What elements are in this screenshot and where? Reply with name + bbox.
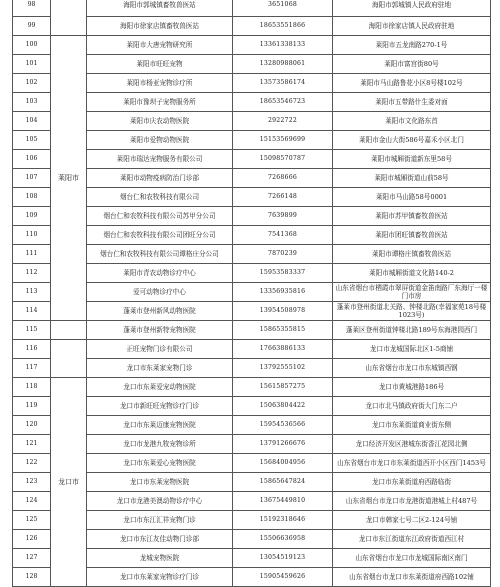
facility-name: 烟台仁和农牧科技有限公司团旺分公司 [87,226,233,245]
row-number: 116 [13,340,51,359]
phone-number: 15192318646 [233,511,333,530]
row-number: 117 [13,359,51,378]
facility-name: 莱阳市大唐宠物研究所 [87,36,233,55]
phone-number: 15865647824 [233,473,333,492]
facility-name: 龙口市东莱家宠物诊疗门诊 [87,568,233,587]
table-row [13,378,491,397]
facility-name: 龙口市龙港九牧宠物诊所 [87,435,233,454]
facility-address: 莱阳市团旺镇畜牧兽医站 [333,226,491,245]
facility-name: 爱可动物诊疗中心 [87,283,233,302]
facility-name: 龙口市东江汇祥宠物门诊 [87,511,233,530]
facility-name: 龙口市东莱宠物医院 [87,473,233,492]
row-number: 98 [13,0,51,17]
facility-address: 龙口市韩家七号二区2-124号铺 [333,511,491,530]
facility-name: 莱阳市杨亚宠物诊疗所 [87,74,233,93]
phone-number: 15063804422 [233,397,333,416]
facility-address: 海阳市郭城镇人民政府驻地 [333,0,491,17]
facility-address: 山东省烟台市栖霞市翠屏街道金笛南路厂东海厅一楼门市房 [333,283,491,302]
row-number: 100 [13,36,51,55]
row-number: 119 [13,397,51,416]
row-number: 106 [13,150,51,169]
table-row [13,340,491,359]
facility-name: 莱阳市青农动物诊疗中心 [87,264,233,283]
facility-name: 海阳市徐家店镇畜牧兽医站 [87,17,233,36]
facility-name: 海阳市郭城镇畜牧兽医站 [87,0,233,17]
row-number: 111 [13,245,51,264]
area-cell [51,340,87,378]
facility-name: 蓬莱市登州新特宠物医院 [87,321,233,340]
row-number: 113 [13,283,51,302]
phone-number: 15506636958 [233,530,333,549]
phone-number: 7541368 [233,226,333,245]
facility-address: 莱阳市五龙南路270-1号 [333,36,491,55]
row-number: 120 [13,416,51,435]
row-number: 101 [13,55,51,74]
facility-name: 龙口市新旺旺宠物诊疗门诊 [87,397,233,416]
table-body [13,0,491,587]
area-cell [51,321,87,340]
facility-address: 莱阳市马山路鲁花小区8号楼102号 [333,74,491,93]
phone-number: 13356935816 [233,283,333,302]
row-number: 107 [13,169,51,188]
row-number: 125 [13,511,51,530]
facility-address: 龙口市东莱街道商业街东侧 [333,416,491,435]
phone-number: 15954536566 [233,416,333,435]
row-number: 108 [13,188,51,207]
row-number: 126 [13,530,51,549]
facility-name: 烟台仁和农牧科技有限公司苏甲分公司 [87,207,233,226]
phone-number: 7870239 [233,245,333,264]
facility-name: 莱阳市豫坝子宠物服务所 [87,93,233,112]
row-number: 110 [13,226,51,245]
phone-number: 15905459626 [233,568,333,587]
phone-number: 15953583337 [233,264,333,283]
row-number: 102 [13,74,51,93]
row-number: 118 [13,378,51,397]
facility-address: 莱阳市城厢街道新东里58号 [333,150,491,169]
table-row [13,321,491,340]
phone-number: 15684004956 [233,454,333,473]
phone-number: 15098570787 [233,150,333,169]
phone-number: 15865355815 [233,321,333,340]
facility-address: 山东省烟台市龙口市龙港街道港城上村487号 [333,492,491,511]
row-number: 123 [13,473,51,492]
facility-address: 山东省烟台市龙口市东莱街道府西路102铺 [333,568,491,587]
facility-address: 龙口市龙城国际北区1-5商铺 [333,340,491,359]
row-number: 99 [13,17,51,36]
row-number: 104 [13,112,51,131]
row-number: 109 [13,207,51,226]
phone-number: 2922722 [233,112,333,131]
row-number: 105 [13,131,51,150]
facility-address: 龙口市黄城港路186号 [333,378,491,397]
facility-address: 莱阳市马山路58号0001 [333,188,491,207]
row-number: 115 [13,321,51,340]
facility-name: 莱阳市庆农动物医院 [87,112,233,131]
facility-name: 烟台仁和农牧科技有限公司 [87,188,233,207]
facility-name: 龙口市东莱爱心宠物医院 [87,454,233,473]
registry-table [12,0,491,587]
table-row [13,36,491,55]
facility-address: 莱阳市城厢街道文化路140-2 [333,264,491,283]
phone-number: 7639899 [233,207,333,226]
phone-number: 13361338133 [233,36,333,55]
phone-number: 13573586174 [233,74,333,93]
facility-name: 莱阳市旺旺宠物 [87,55,233,74]
phone-number: 18653551866 [233,17,333,36]
facility-name: 正旺宠物门诊有限公司 [87,340,233,359]
facility-address: 龙口市北马镇政府街大门东二户 [333,397,491,416]
phone-number: 7268666 [233,169,333,188]
phone-number: 13792555102 [233,359,333,378]
phone-number: 15615857275 [233,378,333,397]
facility-name: 龙口市东莱迈康宠物医院 [87,416,233,435]
phone-number: 17663886133 [233,340,333,359]
facility-name: 蓬莱市登州新风动物医院 [87,302,233,321]
facility-address: 龙口市东莱街道府西路临街 [333,473,491,492]
facility-address: 山东省烟台市龙口市东城镇西钢 [333,359,491,378]
facility-address: 莱阳市文化路东首 [333,112,491,131]
area-cell: 龙口市 [51,378,87,587]
facility-name: 龙口市东莱家宠物门诊 [87,359,233,378]
row-number: 114 [13,302,51,321]
table-row [13,0,491,17]
facility-address: 龙口经济开发区港城东街香江花园北侧 [333,435,491,454]
facility-address: 山东省烟台市龙口市龙城国际南区南门 [333,549,491,568]
phone-number: 13054519123 [233,549,333,568]
area-cell: 莱阳市 [51,36,87,321]
row-number: 103 [13,93,51,112]
phone-number: 3651068 [233,0,333,17]
facility-address: 蓬莱区登州街道钟楼北路189号东海港园西门 [333,321,491,340]
phone-number: 13791266676 [233,435,333,454]
facility-address: 莱阳市城厢街道山前58号 [333,169,491,188]
facility-name: 莱阳市动物疫病防治门诊部 [87,169,233,188]
phone-number: 7266148 [233,188,333,207]
phone-number: 13280988061 [233,55,333,74]
row-number: 121 [13,435,51,454]
facility-name: 龙城宠物医院 [87,549,233,568]
row-number: 128 [13,568,51,587]
facility-address: 海阳市徐家店镇人民政府驻地 [333,17,491,36]
phone-number: 15153569699 [233,131,333,150]
facility-address: 龙口市东江街道东江政府街道西江村 [333,530,491,549]
facility-address: 莱阳市五带路什生委对面 [333,93,491,112]
facility-name: 莱阳市爱物动物医院 [87,131,233,150]
facility-name: 烟台仁和农牧科技有限公司谭格庄分公司 [87,245,233,264]
phone-number: 18653546723 [233,93,333,112]
facility-address: 山东省烟台市龙口市东莱街道西开小区西门1453号 [333,454,491,473]
phone-number: 13954508978 [233,302,333,321]
row-number: 122 [13,454,51,473]
facility-address: 莱阳市谭格庄镇畜牧兽医站 [333,245,491,264]
facility-name: 龙口市东江友佳动物门诊部 [87,530,233,549]
facility-name: 龙口市东莱爱宠动物医院 [87,378,233,397]
row-number: 127 [13,549,51,568]
facility-address: 莱阳市苏甲镇畜牧兽医站 [333,207,491,226]
facility-address: 莱阳市富宫街80号 [333,55,491,74]
facility-address: 蓬莱市登州街道北关路、钟楼北路(幸福家苑18号楼1023号) [333,302,491,321]
row-number: 112 [13,264,51,283]
area-cell [51,0,87,36]
facility-name: 莱阳市瑞达宠物服务有限公司 [87,150,233,169]
phone-number: 13675449810 [233,492,333,511]
row-number: 124 [13,492,51,511]
facility-address: 莱阳市金山大街586号嘉禾小区北门 [333,131,491,150]
facility-name: 龙口市龙港美澳动物诊疗中心 [87,492,233,511]
